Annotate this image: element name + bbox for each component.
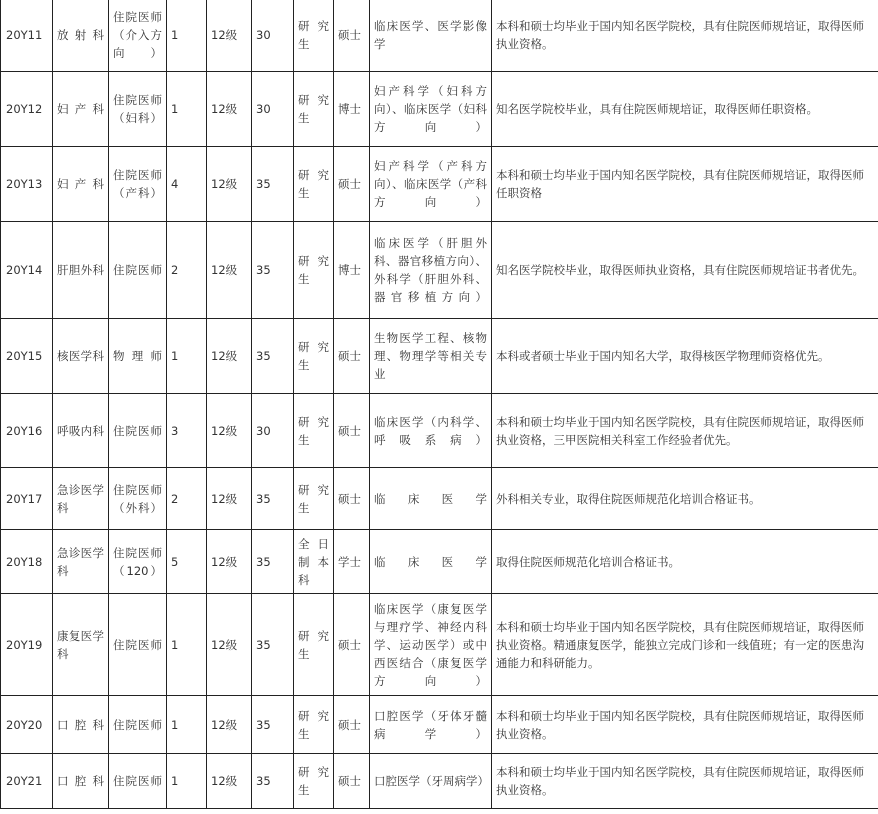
table-row xyxy=(1,530,878,594)
requirements-cell: 知名医学院校毕业，具有住院医师规培证，取得医师任职资格。 xyxy=(492,72,878,147)
position-cell: 住院医师（120） xyxy=(109,530,167,594)
position-code-cell: 20Y20 xyxy=(1,696,53,754)
position-cell: 住院医师 xyxy=(109,394,167,468)
level-cell: 12级 xyxy=(207,696,252,754)
degree-cell: 博士 xyxy=(334,72,370,147)
major-cell: 临床医学（康复医学与理疗学、神经内科学、运动医学）或中西医结合（康复医学方向） xyxy=(370,594,492,696)
table-row xyxy=(1,394,878,468)
headcount-cell: 2 xyxy=(167,222,207,319)
position-code-cell: 20Y18 xyxy=(1,530,53,594)
headcount-cell: 1 xyxy=(167,0,207,72)
department-cell: 呼吸内科 xyxy=(53,394,109,468)
table-row xyxy=(1,222,878,319)
table-row xyxy=(1,0,878,72)
table-row xyxy=(1,147,878,222)
department-cell: 妇产科 xyxy=(53,72,109,147)
major-cell: 临床医学 xyxy=(370,530,492,594)
level-cell: 12级 xyxy=(207,147,252,222)
position-cell: 住院医师（产科） xyxy=(109,147,167,222)
headcount-cell: 5 xyxy=(167,530,207,594)
age-limit-cell: 30 xyxy=(252,0,294,72)
position-code-cell: 20Y15 xyxy=(1,319,53,394)
position-cell: 住院医师 xyxy=(109,222,167,319)
age-limit-cell: 30 xyxy=(252,72,294,147)
department-cell: 口腔科 xyxy=(53,754,109,809)
major-cell: 妇产科学（产科方向）、临床医学（产科方向） xyxy=(370,147,492,222)
major-cell: 口腔医学（牙周病学） xyxy=(370,754,492,809)
position-code-cell: 20Y14 xyxy=(1,222,53,319)
position-cell: 住院医师 xyxy=(109,594,167,696)
position-cell: 住院医师（介入方向） xyxy=(109,0,167,72)
education-cell: 研究生 xyxy=(294,319,334,394)
table-row xyxy=(1,594,878,696)
level-cell: 12级 xyxy=(207,319,252,394)
requirements-cell: 取得住院医师规范化培训合格证书。 xyxy=(492,530,878,594)
requirements-cell: 本科和硕士均毕业于国内知名医学院校，具有住院医师规培证，取得医师任职资格 xyxy=(492,147,878,222)
level-cell: 12级 xyxy=(207,222,252,319)
major-cell: 临床医学、医学影像学 xyxy=(370,0,492,72)
level-cell: 12级 xyxy=(207,594,252,696)
department-cell: 妇产科 xyxy=(53,147,109,222)
age-limit-cell: 35 xyxy=(252,754,294,809)
table-row xyxy=(1,319,878,394)
level-cell: 12级 xyxy=(207,394,252,468)
education-cell: 研究生 xyxy=(294,222,334,319)
position-cell: 住院医师（外科） xyxy=(109,468,167,530)
age-limit-cell: 35 xyxy=(252,594,294,696)
requirements-cell: 本科和硕士均毕业于国内知名医学院校，具有住院医师规培证，取得医师执业资格。精通康复医学，能独立完成门诊和一线值班；有一定的医患沟通能力和科研能力。 xyxy=(492,594,878,696)
education-cell: 全日制本科 xyxy=(294,530,334,594)
position-cell: 住院医师（妇科） xyxy=(109,72,167,147)
major-cell: 妇产科学（妇科方向）、临床医学（妇科方向） xyxy=(370,72,492,147)
table-row xyxy=(1,754,878,809)
position-code-cell: 20Y19 xyxy=(1,594,53,696)
degree-cell: 硕士 xyxy=(334,468,370,530)
position-code-cell: 20Y11 xyxy=(1,0,53,72)
age-limit-cell: 35 xyxy=(252,319,294,394)
major-cell: 生物医学工程、核物理、物理学等相关专业 xyxy=(370,319,492,394)
requirements-cell: 本科和硕士均毕业于国内知名医学院校，具有住院医师规培证，取得医师执业资格，三甲医院相关科室工作经验者优先。 xyxy=(492,394,878,468)
department-cell: 康复医学科 xyxy=(53,594,109,696)
department-cell: 核医学科 xyxy=(53,319,109,394)
age-limit-cell: 35 xyxy=(252,468,294,530)
degree-cell: 硕士 xyxy=(334,594,370,696)
major-cell: 临床医学 xyxy=(370,468,492,530)
degree-cell: 硕士 xyxy=(334,394,370,468)
department-cell: 肝胆外科 xyxy=(53,222,109,319)
headcount-cell: 1 xyxy=(167,72,207,147)
level-cell: 12级 xyxy=(207,754,252,809)
table-body xyxy=(1,0,878,809)
age-limit-cell: 35 xyxy=(252,147,294,222)
requirements-cell: 本科和硕士均毕业于国内知名医学院校，具有住院医师规培证，取得医师执业资格。 xyxy=(492,696,878,754)
requirements-cell: 本科和硕士均毕业于国内知名医学院校，具有住院医师规培证，取得医师执业资格。 xyxy=(492,754,878,809)
degree-cell: 学士 xyxy=(334,530,370,594)
position-cell: 物理师 xyxy=(109,319,167,394)
headcount-cell: 1 xyxy=(167,319,207,394)
level-cell: 12级 xyxy=(207,72,252,147)
education-cell: 研究生 xyxy=(294,468,334,530)
age-limit-cell: 30 xyxy=(252,394,294,468)
education-cell: 研究生 xyxy=(294,72,334,147)
education-cell: 研究生 xyxy=(294,147,334,222)
position-code-cell: 20Y13 xyxy=(1,147,53,222)
education-cell: 研究生 xyxy=(294,0,334,72)
major-cell: 临床医学（内科学、呼吸系病） xyxy=(370,394,492,468)
table-row xyxy=(1,468,878,530)
level-cell: 12级 xyxy=(207,530,252,594)
level-cell: 12级 xyxy=(207,0,252,72)
major-cell: 临床医学（肝胆外科、器官移植方向）、外科学（肝胆外科、器官移植方向） xyxy=(370,222,492,319)
department-cell: 急诊医学科 xyxy=(53,530,109,594)
education-cell: 研究生 xyxy=(294,594,334,696)
position-code-cell: 20Y21 xyxy=(1,754,53,809)
degree-cell: 硕士 xyxy=(334,696,370,754)
position-cell: 住院医师 xyxy=(109,754,167,809)
department-cell: 口腔科 xyxy=(53,696,109,754)
degree-cell: 硕士 xyxy=(334,0,370,72)
major-cell: 口腔医学（牙体牙髓病学） xyxy=(370,696,492,754)
degree-cell: 博士 xyxy=(334,222,370,319)
headcount-cell: 4 xyxy=(167,147,207,222)
degree-cell: 硕士 xyxy=(334,319,370,394)
requirements-cell: 本科和硕士均毕业于国内知名医学院校，具有住院医师规培证，取得医师执业资格。 xyxy=(492,0,878,72)
department-cell: 急诊医学科 xyxy=(53,468,109,530)
headcount-cell: 1 xyxy=(167,754,207,809)
department-cell: 放射科 xyxy=(53,0,109,72)
degree-cell: 硕士 xyxy=(334,147,370,222)
headcount-cell: 1 xyxy=(167,696,207,754)
position-code-cell: 20Y16 xyxy=(1,394,53,468)
table-row xyxy=(1,72,878,147)
age-limit-cell: 35 xyxy=(252,696,294,754)
position-code-cell: 20Y17 xyxy=(1,468,53,530)
headcount-cell: 2 xyxy=(167,468,207,530)
age-limit-cell: 35 xyxy=(252,530,294,594)
level-cell: 12级 xyxy=(207,468,252,530)
requirements-cell: 本科或者硕士毕业于国内知名大学，取得核医学物理师资格优先。 xyxy=(492,319,878,394)
age-limit-cell: 35 xyxy=(252,222,294,319)
headcount-cell: 3 xyxy=(167,394,207,468)
education-cell: 研究生 xyxy=(294,696,334,754)
education-cell: 研究生 xyxy=(294,394,334,468)
headcount-cell: 1 xyxy=(167,594,207,696)
table-row xyxy=(1,696,878,754)
position-code-cell: 20Y12 xyxy=(1,72,53,147)
degree-cell: 硕士 xyxy=(334,754,370,809)
requirements-cell: 知名医学院校毕业，取得医师执业资格，具有住院医师规培证书者优先。 xyxy=(492,222,878,319)
education-cell: 研究生 xyxy=(294,754,334,809)
requirements-cell: 外科相关专业，取得住院医师规范化培训合格证书。 xyxy=(492,468,878,530)
position-cell: 住院医师 xyxy=(109,696,167,754)
